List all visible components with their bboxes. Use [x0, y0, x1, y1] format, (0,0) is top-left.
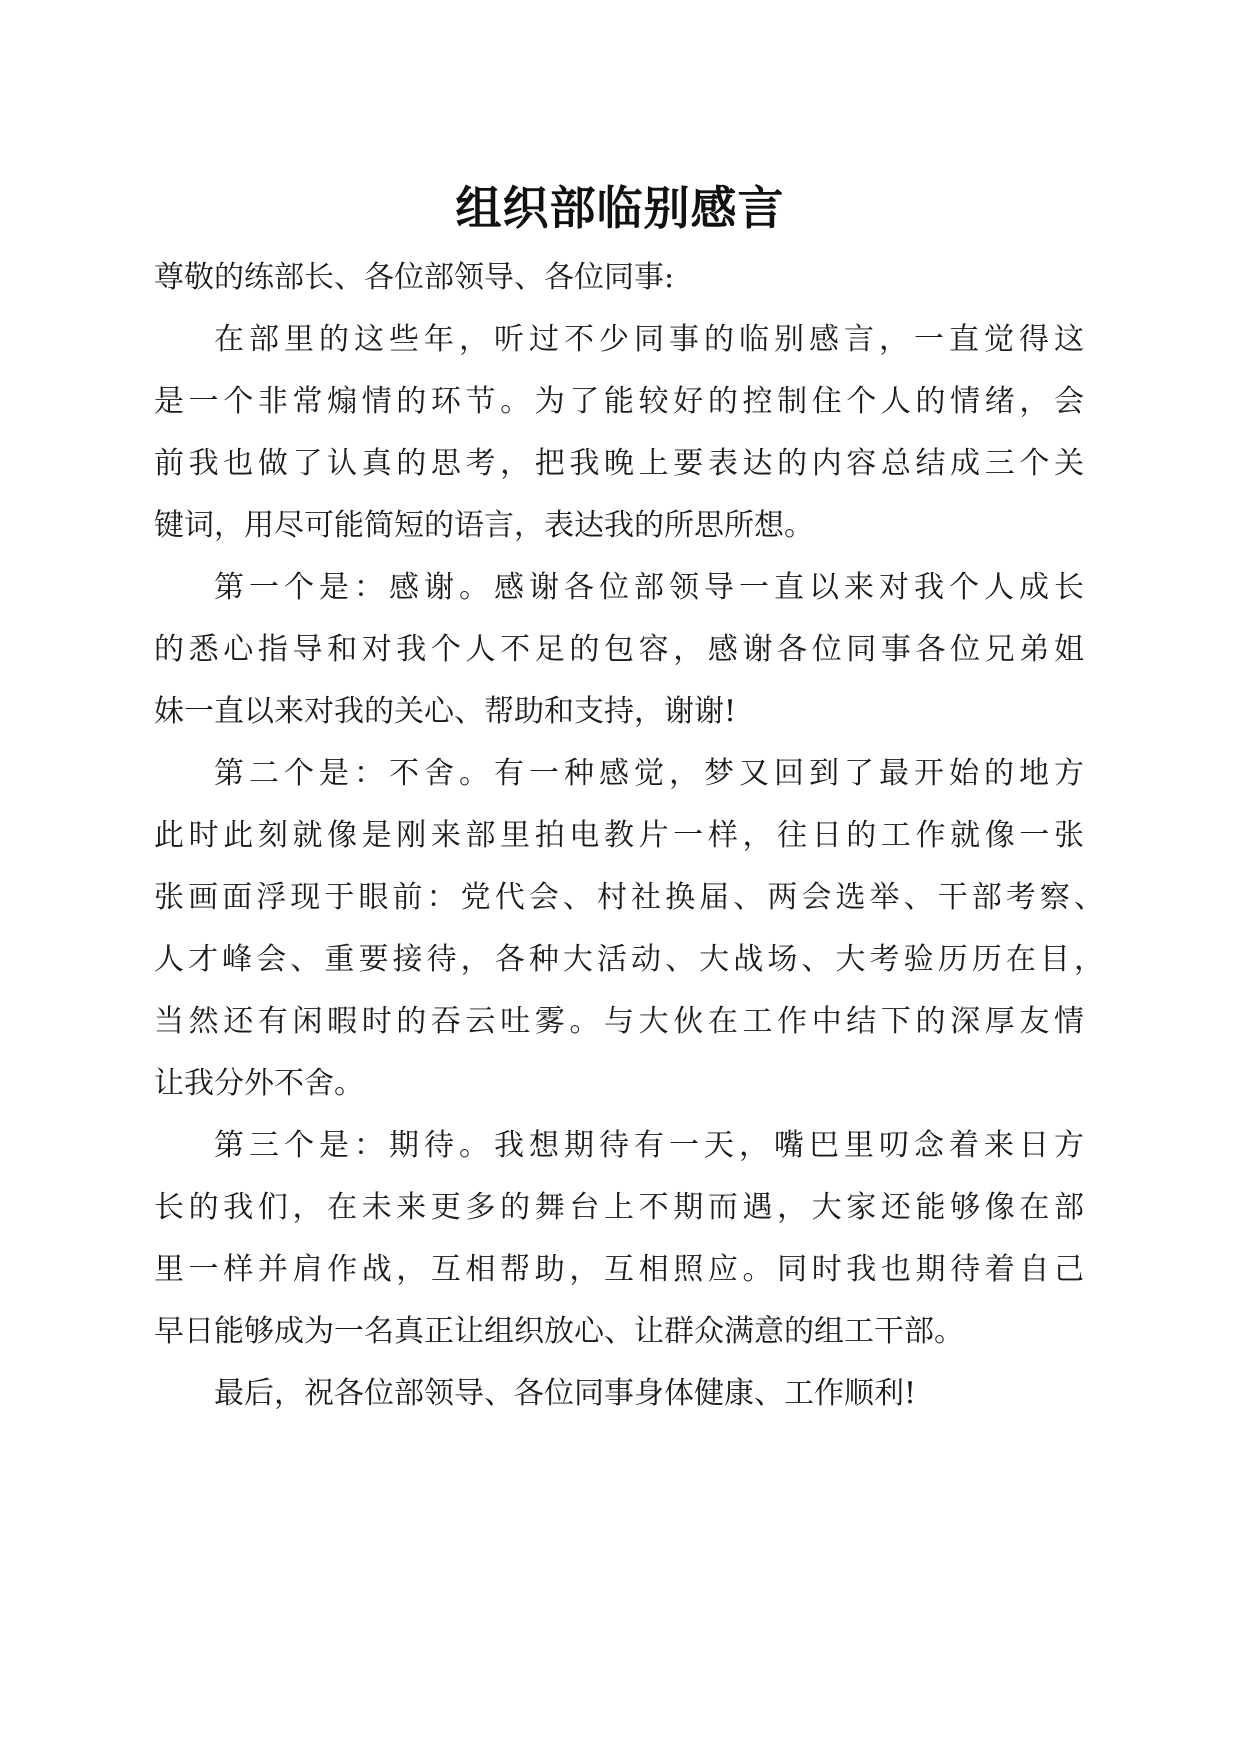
paragraph-line: 张画面浮现于眼前：党代会、村社换届、两会选举、干部考察、: [154, 880, 1104, 915]
paragraph-line: 人才峰会、重要接待，各种大活动、大战场、大考验历历在目，: [154, 942, 1104, 977]
document-body: [154, 247, 1104, 1425]
paragraph-line: 让我分外不舍。: [154, 1066, 364, 1101]
salutation: 尊敬的练部长、各位部领导、各位同事:: [154, 260, 675, 295]
paragraph-line: 早日能够成为一名真正让组织放心、让群众满意的组工干部。: [154, 1314, 964, 1349]
paragraph-line: 第二个是：不舍。有一种感觉，梦又回到了最开始的地方: [214, 756, 1084, 791]
paragraph-line: 此时此刻就像是刚来部里拍电教片一样，往日的工作就像一张: [154, 818, 1084, 853]
paragraph-line: 的悉心指导和对我个人不足的包容，感谢各位同事各位兄弟姐: [154, 632, 1084, 667]
paragraph-line: 当然还有闲暇时的吞云吐雾。与大伙在工作中结下的深厚友情: [154, 1004, 1084, 1039]
paragraph-line: 妹一直以来对我的关心、帮助和支持，谢谢!: [154, 694, 737, 729]
paragraph-line: 在部里的这些年，听过不少同事的临别感言，一直觉得这: [214, 322, 1084, 357]
paragraph-line: 前我也做了认真的思考，把我晚上要表达的内容总结成三个关: [154, 446, 1084, 481]
closing-line: 最后，祝各位部领导、各位同事身体健康、工作顺利!: [214, 1376, 917, 1411]
paragraph-line: 第一个是：感谢。感谢各位部领导一直以来对我个人成长: [214, 570, 1084, 605]
paragraph-line: 键词，用尽可能简短的语言，表达我的所思所想。: [154, 508, 814, 543]
paragraph-line: 是一个非常煽情的环节。为了能较好的控制住个人的情绪，会: [154, 384, 1084, 419]
paragraph-line: 第三个是：期待。我想期待有一天，嘴巴里叨念着来日方: [214, 1128, 1084, 1163]
paragraph-line: 长的我们，在未来更多的舞台上不期而遇，大家还能够像在部: [154, 1190, 1084, 1225]
document-title: 组织部临别感言: [455, 181, 785, 235]
paragraph-line: 里一样并肩作战，互相帮助，互相照应。同时我也期待着自己: [154, 1252, 1084, 1287]
